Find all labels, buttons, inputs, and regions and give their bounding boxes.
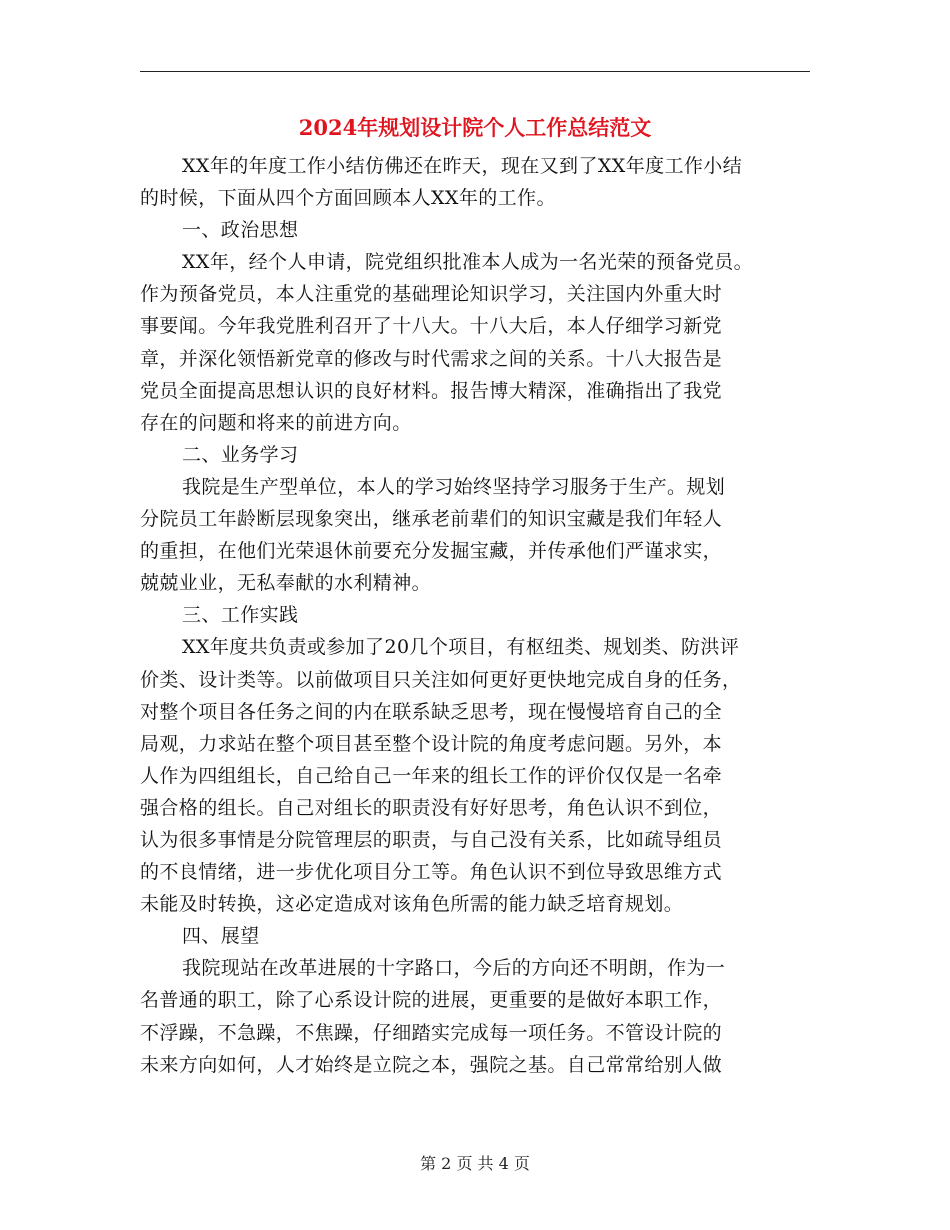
paragraph-line: 未来方向如何，人才始终是立院之本，强院之基。自己常常给别人做 — [140, 1053, 723, 1076]
document-title: 2024年规划设计院个人工作总结范文 — [298, 115, 652, 140]
paragraph-line: 我院是生产型单位，本人的学习始终坚持学习服务于生产。规划 — [182, 475, 726, 498]
paragraph-line: XX年的年度工作小结仿佛还在昨天，现在又到了XX年度工作小结 — [182, 155, 743, 177]
paragraph-line: 我院现站在改革进展的十字路口，今后的方向还不明朗，作为一 — [182, 957, 726, 980]
section-heading: 三、工作实践 — [182, 604, 299, 627]
paragraph-line: 党员全面提高思想认识的良好材料。报告博大精深，准确指出了我党 — [140, 379, 723, 402]
paragraph-line: 兢兢业业，无私奉献的水利精神。 — [140, 572, 432, 595]
section-heading: 一、政治思想 — [182, 219, 299, 242]
paragraph-line: 的时候，下面从四个方面回顾本人XX年的工作。 — [140, 187, 556, 210]
paragraph-line: 认为很多事情是分院管理层的职责，与自己没有关系，比如疏导组员 — [140, 828, 723, 851]
paragraph-line: 的重担，在他们光荣退休前要充分发掘宝藏，并传承他们严谨求实， — [140, 540, 723, 563]
document-body — [140, 150, 810, 1081]
paragraph-line: 作为预备党员，本人注重党的基础理论知识学习，关注国内外重大时 — [140, 283, 723, 306]
paragraph-line: 价类、设计类等。以前做项目只关注如何更好更快地完成自身的任务， — [140, 668, 742, 691]
paragraph-line: XX年度共负责或参加了20几个项目，有枢纽类、规划类、防洪评 — [182, 636, 740, 659]
paragraph-line: 强合格的组长。自己对组长的职责没有好好思考，角色认识不到位， — [140, 796, 723, 819]
paragraph-line: 局观，力求站在整个项目甚至整个设计院的角度考虑问题。另外，本 — [140, 732, 723, 755]
section-heading: 二、业务学习 — [182, 443, 299, 466]
paragraph-line: 事要闻。今年我党胜利召开了十八大。十八大后，本人仔细学习新党 — [140, 315, 723, 338]
paragraph-line: 存在的问题和将来的前进方向。 — [140, 411, 412, 434]
paragraph-line: 章，并深化领悟新党章的修改与时代需求之间的关系。十八大报告是 — [140, 347, 723, 370]
page-number-footer: 第 2 页 共 4 页 — [420, 1154, 530, 1173]
paragraph-line: XX年，经个人申请，院党组织批准本人成为一名光荣的预备党员。 — [182, 251, 754, 274]
paragraph-line: 未能及时转换，这必定造成对该角色所需的能力缺乏培育规划。 — [140, 893, 684, 916]
paragraph-line: 的不良情绪，进一步优化项目分工等。角色认识不到位导致思维方式 — [140, 861, 723, 884]
paragraph-line: 对整个项目各任务之间的内在联系缺乏思考，现在慢慢培育自己的全 — [140, 700, 723, 723]
paragraph-line: 人作为四组组长，自己给自己一年来的组长工作的评价仅仅是一名牵 — [140, 764, 723, 787]
paragraph-line: 不浮躁，不急躁，不焦躁，仔细踏实完成每一项任务。不管设计院的 — [140, 1021, 723, 1044]
section-heading: 四、展望 — [182, 925, 260, 948]
header-rule — [140, 71, 810, 72]
paragraph-line: 名普通的职工，除了心系设计院的进展，更重要的是做好本职工作， — [140, 989, 723, 1012]
paragraph-line: 分院员工年龄断层现象突出，继承老前辈们的知识宝藏是我们年轻人 — [140, 508, 723, 531]
